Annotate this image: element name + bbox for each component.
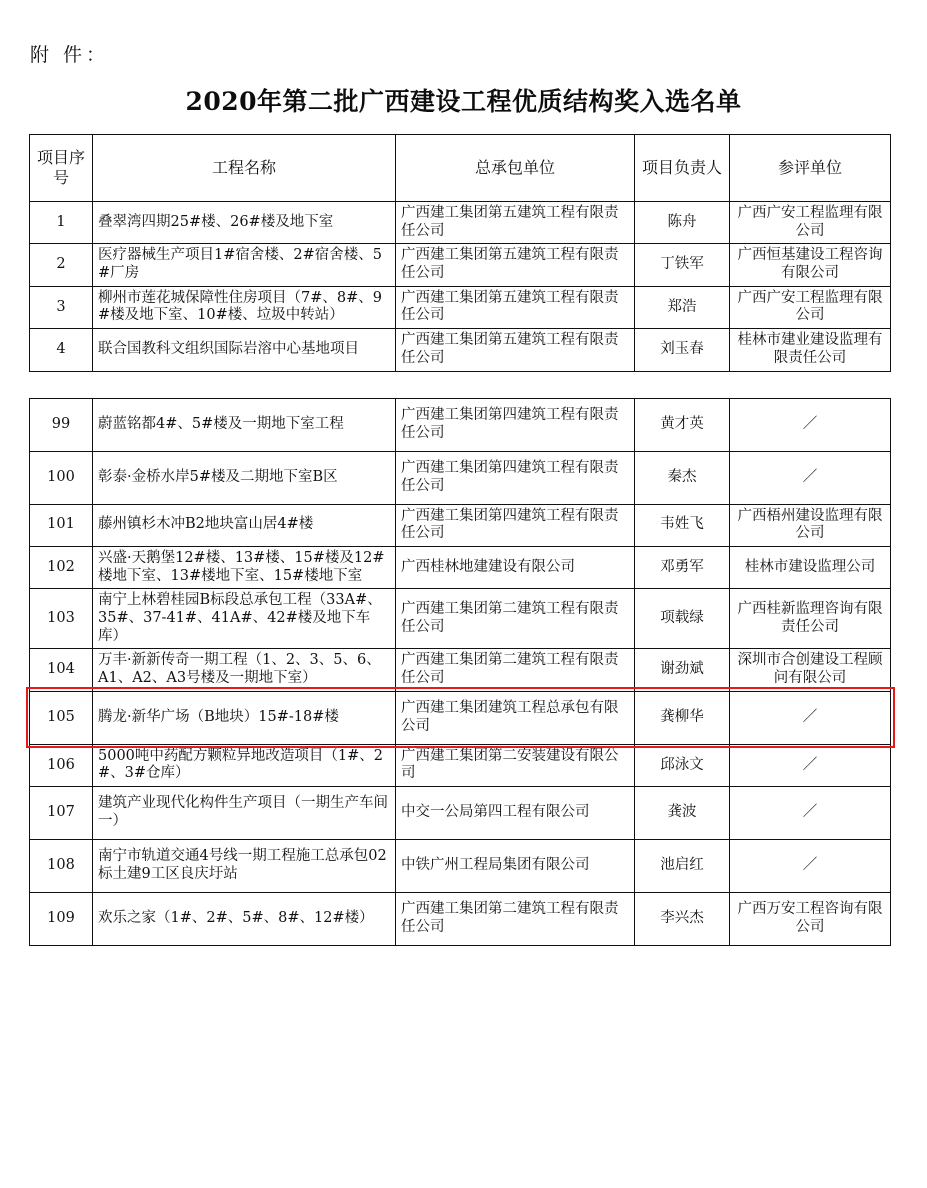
table-header-row — [30, 135, 891, 202]
cell-leader: 邓勇军 — [635, 546, 730, 588]
cell-leader: 刘玉春 — [635, 329, 730, 371]
cell-contractor: 广西建工集团第四建筑工程有限责任公司 — [396, 398, 635, 451]
cell-num: 103 — [30, 589, 93, 649]
table-row — [30, 244, 891, 286]
cell-num: 104 — [30, 649, 93, 691]
cell-evaluator: 广西梧州建设监理有限公司 — [730, 504, 891, 546]
cell-num: 3 — [30, 286, 93, 328]
cell-project: 藤州镇杉木冲B2地块富山居4#楼 — [93, 504, 396, 546]
column-header-evaluator: 参评单位 — [730, 135, 891, 202]
table-row — [30, 744, 891, 786]
cell-project: 叠翠湾四期25#楼、26#楼及地下室 — [93, 202, 396, 244]
table-row — [30, 649, 891, 691]
table-row — [30, 546, 891, 588]
page-title: 2020年第二批广西建设工程优质结构奖入选名单 — [185, 87, 742, 116]
cell-evaluator: ／ — [730, 787, 891, 840]
cell-project: 柳州市莲花城保障性住房项目（7#、8#、9#楼及地下室、10#楼、垃圾中转站） — [93, 286, 396, 328]
cell-project: 万丰·新新传奇一期工程（1、2、3、5、6、A1、A2、A3号楼及一期地下室） — [93, 649, 396, 691]
cell-leader: 黄才英 — [635, 398, 730, 451]
cell-evaluator: 广西广安工程监理有限公司 — [730, 202, 891, 244]
cell-leader: 秦杰 — [635, 451, 730, 504]
cell-project: 腾龙·新华广场（B地块）15#-18#楼 — [93, 691, 396, 744]
cell-contractor: 广西建工集团第四建筑工程有限责任公司 — [396, 504, 635, 546]
column-header-leader: 项目负责人 — [635, 135, 730, 202]
cell-num: 2 — [30, 244, 93, 286]
cell-project: 欢乐之家（1#、2#、5#、8#、12#楼） — [93, 893, 396, 946]
column-header-project: 工程名称 — [93, 135, 396, 202]
cell-num: 100 — [30, 451, 93, 504]
table-row — [30, 893, 891, 946]
cell-contractor: 广西建工集团第四建筑工程有限责任公司 — [396, 451, 635, 504]
cell-leader: 郑浩 — [635, 286, 730, 328]
cell-leader: 丁铁军 — [635, 244, 730, 286]
table-body-bottom — [30, 398, 891, 946]
cell-leader: 池启红 — [635, 840, 730, 893]
cell-num: 1 — [30, 202, 93, 244]
cell-num: 101 — [30, 504, 93, 546]
cell-evaluator: ／ — [730, 744, 891, 786]
page-break-gap — [29, 372, 835, 398]
cell-leader: 龚柳华 — [635, 691, 730, 744]
listing-table-bottom — [29, 398, 891, 947]
table-body-top — [30, 202, 891, 372]
cell-leader: 李兴杰 — [635, 893, 730, 946]
table-row — [30, 451, 891, 504]
cell-evaluator: ／ — [730, 840, 891, 893]
cell-project: 蔚蓝铭都4#、5#楼及一期地下室工程 — [93, 398, 396, 451]
cell-contractor: 广西建工集团第二安装建设有限公司 — [396, 744, 635, 786]
cell-project: 建筑产业现代化构件生产项目（一期生产车间一） — [93, 787, 396, 840]
cell-leader: 项载绿 — [635, 589, 730, 649]
listing-table-top — [29, 134, 891, 372]
cell-num: 4 — [30, 329, 93, 371]
cell-contractor: 广西建工集团第二建筑工程有限责任公司 — [396, 893, 635, 946]
cell-contractor: 广西建工集团第二建筑工程有限责任公司 — [396, 589, 635, 649]
table-row — [30, 504, 891, 546]
cell-contractor: 广西建工集团第二建筑工程有限责任公司 — [396, 649, 635, 691]
table-row — [30, 840, 891, 893]
cell-contractor: 广西建工集团第五建筑工程有限责任公司 — [396, 244, 635, 286]
cell-num: 109 — [30, 893, 93, 946]
cell-contractor: 广西建工集团第五建筑工程有限责任公司 — [396, 329, 635, 371]
table-row — [30, 398, 891, 451]
cell-num: 108 — [30, 840, 93, 893]
table-row — [30, 329, 891, 371]
cell-project: 南宁上林碧桂园B标段总承包工程（33A#、35#、37-41#、41A#、42#楼及地下车库） — [93, 589, 396, 649]
cell-contractor: 中铁广州工程局集团有限公司 — [396, 840, 635, 893]
cell-num: 106 — [30, 744, 93, 786]
cell-contractor: 广西建工集团第五建筑工程有限责任公司 — [396, 286, 635, 328]
cell-project: 医疗器械生产项目1#宿舍楼、2#宿舍楼、5#厂房 — [93, 244, 396, 286]
cell-evaluator: 深圳市合创建设工程顾问有限公司 — [730, 649, 891, 691]
cell-evaluator: ／ — [730, 398, 891, 451]
cell-evaluator: ／ — [730, 691, 891, 744]
table-header — [30, 135, 891, 202]
cell-leader: 谢劲斌 — [635, 649, 730, 691]
column-header-num: 项目序号 — [30, 135, 93, 202]
cell-num: 102 — [30, 546, 93, 588]
cell-num: 99 — [30, 398, 93, 451]
cell-evaluator: 桂林市建设监理公司 — [730, 546, 891, 588]
cell-project: 南宁市轨道交通4号线一期工程施工总承包02标土建9工区良庆圩站 — [93, 840, 396, 893]
cell-leader: 龚波 — [635, 787, 730, 840]
cell-project: 兴盛·天鹅堡12#楼、13#楼、15#楼及12#楼地下室、13#楼地下室、15#楼地下室 — [93, 546, 396, 588]
attachment-label: 附 件： — [30, 44, 110, 66]
table-row — [30, 589, 891, 649]
cell-num: 107 — [30, 787, 93, 840]
table-row-highlighted — [30, 691, 891, 744]
cell-leader: 陈舟 — [635, 202, 730, 244]
cell-contractor: 广西建工集团建筑工程总承包有限公司 — [396, 691, 635, 744]
cell-contractor: 广西建工集团第五建筑工程有限责任公司 — [396, 202, 635, 244]
cell-contractor: 广西桂林地建建设有限公司 — [396, 546, 635, 588]
cell-evaluator: 桂林市建业建设监理有限责任公司 — [730, 329, 891, 371]
cell-contractor: 中交一公局第四工程有限公司 — [396, 787, 635, 840]
table-row — [30, 202, 891, 244]
listing-table-area — [29, 134, 883, 946]
cell-project: 彰泰·金桥水岸5#楼及二期地下室B区 — [93, 451, 396, 504]
cell-project: 联合国教科文组织国际岩溶中心基地项目 — [93, 329, 396, 371]
column-header-contractor: 总承包单位 — [396, 135, 635, 202]
cell-evaluator: ／ — [730, 451, 891, 504]
cell-evaluator: 广西桂新监理咨询有限责任公司 — [730, 589, 891, 649]
cell-evaluator: 广西万安工程咨询有限公司 — [730, 893, 891, 946]
cell-num: 105 — [30, 691, 93, 744]
cell-evaluator: 广西广安工程监理有限公司 — [730, 286, 891, 328]
cell-evaluator: 广西恒基建设工程咨询有限公司 — [730, 244, 891, 286]
cell-leader: 邱泳文 — [635, 744, 730, 786]
table-row — [30, 286, 891, 328]
cell-leader: 韦姓飞 — [635, 504, 730, 546]
table-row — [30, 787, 891, 840]
cell-project: 5000吨中药配方颗粒异地改造项目（1#、2#、3#仓库） — [93, 744, 396, 786]
